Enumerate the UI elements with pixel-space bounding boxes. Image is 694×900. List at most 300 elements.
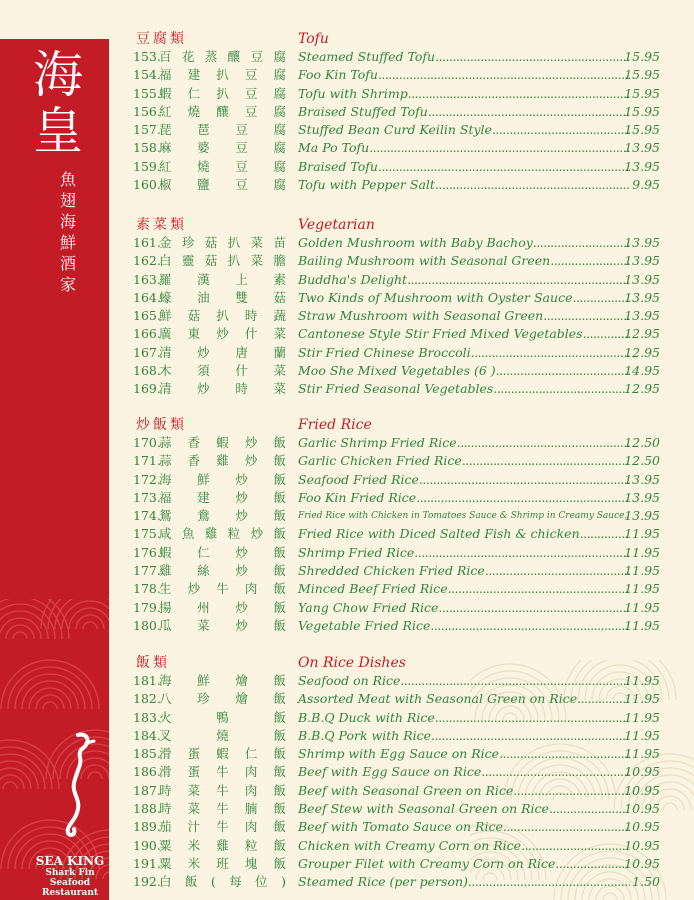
item-number: 167. (133, 344, 161, 360)
item-number: 188. (133, 801, 161, 817)
menu-item-row (133, 325, 663, 343)
dot-leader (369, 139, 630, 157)
item-price: 11.95 (624, 544, 660, 560)
item-name-english: Garlic Chicken Fried Rice (298, 453, 462, 469)
item-name-english: Stuffed Bean Curd Keilin Style (298, 122, 492, 138)
menu-item-row (133, 837, 663, 855)
item-number: 163. (133, 271, 161, 287)
item-name-chinese: 瓜 菜 炒 飯 (159, 617, 286, 633)
dot-leader (503, 818, 630, 836)
item-name-english: Beef with Egg Sauce on Rice (298, 764, 482, 780)
item-name-english: Cantonese Style Stir Fried Mixed Vegetables (298, 326, 583, 342)
item-name-english-line (298, 672, 630, 690)
dot-leader (408, 85, 630, 103)
menu-item-row (133, 344, 663, 362)
menu-item-row (133, 271, 663, 289)
item-name-english-line (298, 580, 630, 598)
dot-leader (428, 103, 630, 121)
item-number: 154. (133, 67, 161, 83)
dot-leader (416, 489, 630, 507)
item-name-chinese: 鮮 菇 扒 時 蔬 (159, 308, 286, 324)
dot-leader (521, 837, 630, 855)
dot-leader (468, 873, 630, 891)
item-name-english-line (298, 873, 630, 891)
dot-leader (471, 344, 630, 362)
dot-leader (543, 307, 630, 325)
dot-leader (580, 525, 630, 543)
item-name-english: Golden Mushroom with Baby Bachoy (298, 235, 533, 250)
menu-item-row (133, 452, 663, 470)
item-price: 11.95 (624, 526, 660, 542)
item-name-chinese: 紅 燒 釀 豆 腐 (159, 103, 286, 119)
item-number: 177. (133, 563, 161, 579)
item-price: 13.95 (624, 508, 660, 524)
dot-leader (419, 471, 630, 489)
item-name-english: Buddha's Delight (298, 271, 408, 287)
item-name-english: Assorted Meat with Seasonal Green on Rice (298, 691, 578, 707)
item-name-english-line (298, 271, 630, 289)
item-name-chinese: 海 鮮 燴 飯 (159, 673, 286, 688)
item-number: 158. (133, 140, 161, 156)
menu-item-row (133, 252, 663, 270)
item-number: 180. (133, 617, 161, 633)
item-price: 11.95 (624, 727, 660, 743)
item-price: 13.95 (624, 235, 660, 250)
item-name-english-line (298, 727, 630, 745)
menu-item-row (133, 727, 663, 745)
menu-section-fried-rice (133, 416, 663, 635)
item-name-english: Straw Mushroom with Seasonal Green (298, 308, 544, 324)
seahorse-logo-icon (56, 729, 96, 839)
item-name-chinese: 羅 漢 上 素 (159, 271, 286, 287)
menu-item-row (133, 690, 663, 708)
item-number: 174. (133, 508, 161, 524)
item-price: 1.50 (632, 874, 660, 890)
menu-item-row (133, 234, 663, 252)
item-name-english: Bailing Mushroom with Seasonal Green (298, 253, 551, 269)
item-name-chinese: 粟 米 雞 粒 飯 (159, 837, 286, 853)
item-number: 192. (133, 874, 161, 890)
item-number: 169. (133, 381, 161, 397)
item-price: 15.95 (624, 103, 660, 119)
menu-item-row (133, 158, 663, 176)
item-name-chinese: 蒜 香 雞 炒 飯 (159, 453, 286, 469)
item-name-english: Foo Kin Tofu (298, 67, 378, 83)
item-name-english-line (298, 763, 630, 781)
item-price: 15.95 (624, 49, 660, 64)
dot-leader (577, 690, 630, 708)
item-price: 11.95 (624, 599, 660, 615)
item-price: 11.95 (624, 746, 660, 762)
item-name-english: Stir Fried Seasonal Vegetables (298, 381, 494, 397)
item-name-chinese: 時 菜 牛 腩 飯 (159, 801, 286, 817)
item-number: 157. (133, 122, 161, 138)
item-name-english: Tofu with Pepper Salt (298, 177, 435, 193)
item-name-english-line (298, 452, 630, 470)
item-number: 191. (133, 855, 161, 871)
dot-leader (431, 727, 630, 745)
item-name-english: Fried Rice with Chicken in Tomatoes Sauce & Shrimp in Creamy Sauce (298, 511, 625, 522)
item-name-chinese: 福 建 扒 豆 腐 (159, 67, 286, 83)
item-price: 10.95 (624, 764, 660, 780)
section-title-chinese: 豆腐類 (136, 31, 187, 47)
item-name-english: Stir Fried Chinese Broccoli (298, 344, 471, 360)
item-number: 178. (133, 581, 161, 597)
item-name-english-line (298, 66, 630, 84)
item-price: 12.95 (624, 344, 660, 360)
item-number: 172. (133, 471, 161, 487)
menu-item-row (133, 362, 663, 380)
item-name-english-line (298, 471, 630, 489)
item-number: 159. (133, 158, 161, 174)
item-name-chinese: 蠔 油 雙 菇 (159, 289, 286, 305)
item-name-english-line (298, 139, 630, 157)
item-price: 13.95 (624, 471, 660, 487)
dot-leader (485, 562, 630, 580)
dot-leader (407, 271, 630, 289)
item-price: 10.95 (624, 837, 660, 853)
menu-section-vegetarian (133, 216, 663, 399)
item-price: 13.95 (624, 489, 660, 505)
item-name-chinese: 紅 燒 豆 腐 (159, 158, 286, 174)
item-number: 155. (133, 85, 161, 101)
menu-item-row (133, 544, 663, 562)
dot-leader (457, 434, 630, 452)
item-number: 165. (133, 308, 161, 324)
item-name-english-line (298, 234, 630, 252)
item-name-english-line (298, 617, 630, 635)
item-price: 10.95 (624, 801, 660, 817)
dot-leader (462, 452, 630, 470)
item-number: 187. (133, 782, 161, 798)
item-name-english-line (298, 489, 630, 507)
dot-leader (435, 176, 630, 194)
item-name-chinese: 時 菜 牛 肉 飯 (159, 782, 286, 798)
dot-leader (435, 709, 630, 727)
menu-item-row (133, 745, 663, 763)
item-number: 171. (133, 453, 161, 469)
item-name-chinese: 麻 婆 豆 腐 (159, 140, 286, 156)
item-name-english-line (298, 103, 630, 121)
menu-item-row (133, 855, 663, 873)
dot-leader (492, 121, 630, 139)
section-header (133, 30, 663, 48)
item-name-chinese: 粟 米 班 塊 飯 (159, 855, 286, 871)
dot-leader (496, 362, 630, 380)
item-number: 160. (133, 177, 161, 193)
menu-item-row (133, 709, 663, 727)
section-title-chinese: 炒飯類 (136, 417, 187, 433)
item-price: 10.95 (624, 782, 660, 798)
item-name-chinese: 叉 燒 飯 (159, 727, 286, 743)
item-name-english: Shredded Chicken Fried Rice (298, 563, 485, 579)
item-name-english: Moo She Mixed Vegetables (6 ) (298, 363, 496, 379)
menu-item-row (133, 289, 663, 307)
item-price: 10.95 (624, 819, 660, 835)
item-name-chinese: 揚 州 炒 飯 (159, 599, 286, 615)
item-name-english: Minced Beef Fried Rice (298, 581, 448, 597)
dot-leader (555, 855, 630, 873)
item-name-chinese: 金 珍 菇 扒 菜 苗 (159, 235, 286, 250)
item-name-english: Two Kinds of Mushroom with Oyster Sauce (298, 289, 573, 305)
dot-leader (499, 745, 630, 763)
item-name-english: Ma Po Tofu (298, 140, 370, 156)
item-name-chinese: 百 花 蒸 釀 豆 腐 (159, 49, 286, 64)
item-name-english-line (298, 562, 630, 580)
item-name-english: Garlic Shrimp Fried Rice (298, 435, 457, 450)
item-name-chinese: 蝦 仁 炒 飯 (159, 544, 286, 560)
menu-item-row (133, 489, 663, 507)
item-name-chinese: 咸 魚 雞 粒 炒 飯 (159, 526, 286, 542)
item-price: 11.95 (624, 581, 660, 597)
menu-item-row (133, 800, 663, 818)
item-name-english-line (298, 818, 630, 836)
section-title-english: On Rice Dishes (298, 655, 406, 671)
item-name-english: Steamed Rice (per person) (298, 874, 468, 890)
item-price: 12.95 (624, 326, 660, 342)
item-name-english-line (298, 307, 630, 325)
section-title-english: Fried Rice (298, 417, 372, 433)
menu-item-row (133, 763, 663, 781)
item-name-english: Vegetable Fried Rice (298, 617, 431, 633)
dot-leader (430, 617, 630, 635)
item-name-chinese: 白 飯 ( 每 位 ) (159, 874, 286, 890)
item-number: 166. (133, 326, 161, 342)
item-name-english: Shrimp Fried Rice (298, 544, 415, 560)
item-number: 190. (133, 837, 161, 853)
item-price: 11.95 (624, 709, 660, 725)
item-number: 173. (133, 489, 161, 505)
section-title-chinese: 飯類 (136, 655, 170, 671)
item-name-chinese: 雞 絲 炒 飯 (159, 563, 286, 579)
menu-item-row (133, 139, 663, 157)
item-name-english-line (298, 599, 630, 617)
menu-item-row (133, 525, 663, 543)
item-name-english: Shrimp with Egg Sauce on Rice (298, 746, 500, 762)
dot-leader (572, 289, 630, 307)
item-name-english-line (298, 525, 630, 543)
menu-item-row (133, 103, 663, 121)
menu-item-row (133, 66, 663, 84)
dot-leader (400, 672, 630, 690)
item-name-chinese: 白 靈 菇 扒 菜 膽 (159, 253, 286, 269)
item-name-english: Braised Stuffed Tofu (298, 103, 428, 119)
item-name-english: Chicken with Creamy Corn on Rice (298, 837, 522, 853)
item-name-chinese: 琵 琶 豆 腐 (159, 122, 286, 138)
dot-leader (435, 48, 630, 66)
brand-name-english: SEA KING Shark Fin Seafood Restaurant (35, 854, 105, 898)
menu-section-tofu (133, 30, 663, 194)
item-name-english-line (298, 48, 630, 66)
menu-item-row (133, 672, 663, 690)
item-name-chinese: 清 炒 唐 蘭 (159, 344, 286, 360)
item-price: 15.95 (624, 67, 660, 83)
item-name-english-line (298, 121, 630, 139)
item-name-chinese: 蒜 香 蝦 炒 飯 (159, 435, 286, 450)
item-name-chinese: 生 炒 牛 肉 飯 (159, 581, 286, 597)
item-name-chinese: 滑 蛋 牛 肉 飯 (159, 764, 286, 780)
dot-leader (481, 763, 630, 781)
item-name-english: Yang Chow Fried Rice (298, 599, 439, 615)
item-name-chinese: 清 炒 時 菜 (159, 381, 286, 397)
dot-leader (533, 234, 630, 252)
section-title-chinese: 素菜類 (136, 217, 187, 233)
item-name-chinese: 鴛 鴦 炒 飯 (159, 508, 286, 524)
menu-item-row (133, 85, 663, 103)
dot-leader (438, 599, 630, 617)
item-name-english-line (298, 690, 630, 708)
item-price: 12.50 (624, 453, 660, 469)
item-name-english-line (298, 544, 630, 562)
item-price: 9.95 (632, 177, 660, 193)
item-name-english: Seafood Fried Rice (298, 471, 419, 487)
item-name-english-line (298, 745, 630, 763)
item-number: 176. (133, 544, 161, 560)
section-header (133, 216, 663, 234)
item-number: 186. (133, 764, 161, 780)
item-name-english-line (298, 176, 630, 194)
item-name-chinese: 滑 蛋 蝦 仁 飯 (159, 746, 286, 762)
item-name-chinese: 海 鮮 炒 飯 (159, 471, 286, 487)
item-price: 11.95 (624, 691, 660, 707)
item-number: 164. (133, 289, 161, 305)
item-number: 184. (133, 727, 161, 743)
brand-name-chinese: 海 皇 (33, 46, 83, 160)
dot-leader (414, 544, 630, 562)
menu-section-on-rice-dishes (133, 654, 663, 892)
dot-leader (448, 580, 630, 598)
menu-item-row (133, 307, 663, 325)
dot-leader (513, 782, 630, 800)
item-name-english-line (298, 709, 630, 727)
dot-leader (583, 325, 630, 343)
item-name-chinese: 八 珍 燴 飯 (159, 691, 286, 707)
item-price: 13.95 (624, 289, 660, 305)
item-name-english-line (298, 800, 630, 818)
item-name-chinese: 福 建 炒 飯 (159, 489, 286, 505)
section-header (133, 654, 663, 672)
item-name-english: Tofu with Shrimp (298, 85, 408, 101)
menu-item-row (133, 507, 663, 525)
item-number: 153. (133, 49, 161, 64)
menu-item-row (133, 380, 663, 398)
item-name-english-line (298, 289, 630, 307)
item-name-english-line (298, 380, 630, 398)
item-price: 13.95 (624, 308, 660, 324)
item-number: 170. (133, 435, 161, 450)
brand-subtitle-chinese: 魚 翅 海 鮮 酒 家 (59, 170, 76, 294)
menu-item-row (133, 176, 663, 194)
item-price: 11.95 (624, 673, 660, 688)
item-number: 161. (133, 235, 161, 250)
item-price: 12.95 (624, 381, 660, 397)
item-name-english: Beef with Tomato Sauce on Rice (298, 819, 503, 835)
item-name-chinese: 茄 汁 牛 肉 飯 (159, 819, 286, 835)
item-number: 189. (133, 819, 161, 835)
menu-item-row (133, 580, 663, 598)
item-number: 182. (133, 691, 161, 707)
menu-item-row (133, 599, 663, 617)
menu-item-row (133, 617, 663, 635)
item-name-english-line (298, 158, 630, 176)
item-name-english-line (298, 507, 630, 525)
item-number: 175. (133, 526, 161, 542)
menu-item-row (133, 782, 663, 800)
item-name-chinese: 廣 東 炒 什 菜 (159, 326, 286, 342)
item-name-english: B.B.Q Duck with Rice (298, 709, 435, 725)
item-number: 179. (133, 599, 161, 615)
item-number: 156. (133, 103, 161, 119)
item-name-english-line (298, 434, 630, 452)
item-name-english: B.B.Q Pork with Rice (298, 727, 432, 743)
item-name-english: Seafood on Rice (298, 673, 401, 688)
item-name-english-line (298, 782, 630, 800)
item-price: 15.95 (624, 122, 660, 138)
dot-leader (549, 800, 630, 818)
item-price: 10.95 (624, 855, 660, 871)
item-number: 162. (133, 253, 161, 269)
item-price: 15.95 (624, 85, 660, 101)
item-price: 11.95 (624, 563, 660, 579)
menu-item-row (133, 434, 663, 452)
item-name-english: Braised Tofu (298, 158, 378, 174)
item-name-chinese: 椒 鹽 豆 腐 (159, 177, 286, 193)
dot-leader (378, 158, 630, 176)
brand-sidebar (0, 39, 109, 900)
menu-item-row (133, 562, 663, 580)
dot-leader (378, 66, 630, 84)
dot-leader (493, 380, 630, 398)
item-name-english-line (298, 85, 630, 103)
item-name-english: Grouper Filet with Creamy Corn on Rice (298, 855, 556, 871)
item-name-english-line (298, 344, 630, 362)
item-name-english: Steamed Stuffed Tofu (298, 49, 436, 64)
section-title-english: Tofu (298, 31, 329, 47)
item-price: 13.95 (624, 253, 660, 269)
section-header (133, 416, 663, 434)
item-name-english-line (298, 855, 630, 873)
item-name-chinese: 蝦 仁 扒 豆 腐 (159, 85, 286, 101)
dot-leader (550, 252, 630, 270)
item-price: 13.95 (624, 140, 660, 156)
menu-item-row (133, 873, 663, 891)
item-price: 13.95 (624, 271, 660, 287)
section-title-english: Vegetarian (298, 217, 375, 233)
menu-item-row (133, 818, 663, 836)
menu-item-row (133, 471, 663, 489)
item-number: 168. (133, 363, 161, 379)
menu-item-row (133, 48, 663, 66)
item-price: 11.95 (624, 617, 660, 633)
item-number: 185. (133, 746, 161, 762)
item-number: 181. (133, 673, 161, 688)
item-name-english-line (298, 837, 630, 855)
item-name-english: Beef with Seasonal Green on Rice (298, 782, 514, 798)
item-price: 14.95 (624, 363, 660, 379)
item-price: 13.95 (624, 158, 660, 174)
item-number: 183. (133, 709, 161, 725)
item-name-english-line (298, 362, 630, 380)
item-name-chinese: 火 鴨 飯 (159, 709, 286, 725)
item-name-english: Beef Stew with Seasonal Green on Rice (298, 801, 549, 817)
item-price: 12.50 (624, 435, 660, 450)
item-name-english-line (298, 325, 630, 343)
item-name-english: Fried Rice with Diced Salted Fish & chicken (298, 526, 580, 542)
menu-item-row (133, 121, 663, 139)
item-name-english: Foo Kin Fried Rice (298, 489, 417, 505)
item-name-chinese: 木 須 什 菜 (159, 363, 286, 379)
item-name-english-line (298, 252, 630, 270)
